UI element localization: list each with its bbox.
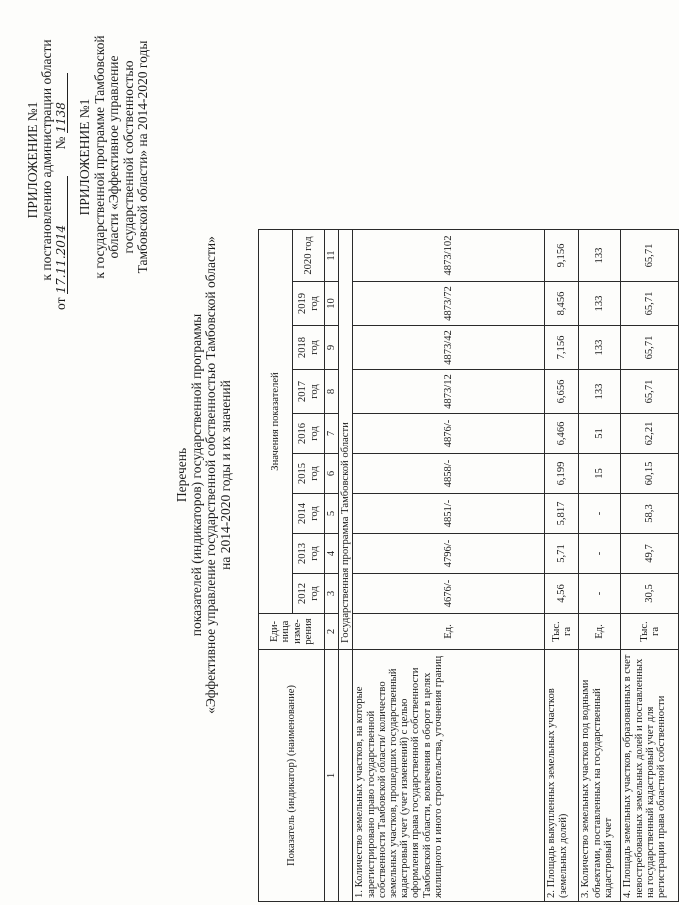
indicator-value: 15 [579, 454, 621, 494]
header-unit: Еди-ница изме-рения [259, 614, 325, 650]
indicator-value: 6,199 [545, 454, 579, 494]
program-appendix-line2: области «Эффективное управление [106, 55, 121, 259]
indicator-value: 133 [579, 282, 621, 326]
indicator-value: 51 [579, 414, 621, 454]
indicator-value: 49,7 [621, 534, 679, 574]
indicator-value: 62,21 [621, 414, 679, 454]
header-year: 2017 год [293, 370, 325, 414]
indicator-value: 5,71 [545, 534, 579, 574]
indicator-value: 65,71 [621, 230, 679, 282]
indicator-value: 5,817 [545, 494, 579, 534]
column-index: 9 [325, 326, 339, 370]
indicator-name: 3. Количество земельных участков под водными объектами, поставленных на государственный кадастровый учет [579, 650, 621, 902]
number-sign: № [53, 136, 68, 150]
header-year: 2018 год [293, 326, 325, 370]
header-values: Значения показателей [259, 230, 293, 614]
indicator-value: 7,156 [545, 326, 579, 370]
indicators-table [258, 229, 679, 902]
table-body [325, 230, 679, 902]
indicator-value: 4873/42 [353, 326, 545, 370]
column-index-row [325, 230, 339, 902]
column-index: 8 [325, 370, 339, 414]
section-title: Государственная программа Тамбовской области [339, 230, 353, 650]
indicator-unit: Тыс. га [621, 614, 679, 650]
program-appendix-line1: к государственной программе Тамбовской [91, 35, 107, 279]
header-year: 2015 год [293, 454, 325, 494]
header-year: 2016 год [293, 414, 325, 454]
indicator-unit: Тыс. га [545, 614, 579, 650]
indicator-value: 4796/- [353, 534, 545, 574]
header-year: 2014 год [293, 494, 325, 534]
indicator-value: 65,71 [621, 282, 679, 326]
table-row [353, 230, 545, 902]
program-appendix-label: ПРИЛОЖЕНИЕ №1 [77, 98, 92, 216]
indicator-value: 4873/12 [353, 370, 545, 414]
column-index: 4 [325, 534, 339, 574]
column-index: 5 [325, 494, 339, 534]
indicator-value: 6,656 [545, 370, 579, 414]
title-line4: на 2014-2020 годы и их значений [217, 380, 233, 570]
indicator-name: 2. Площадь выкупленных земельных участков (земельных долей) [545, 650, 579, 902]
header-year: 2019 год [293, 282, 325, 326]
indicator-value: - [579, 574, 621, 614]
indicator-value: 58,3 [621, 494, 679, 534]
title-line1: Перечень [174, 447, 189, 503]
header-year: 2020 год [293, 230, 325, 282]
table-row [621, 230, 679, 902]
indicator-value: - [579, 534, 621, 574]
document-title [175, 195, 233, 755]
indicator-value: - [579, 494, 621, 534]
indicator-value: 133 [579, 230, 621, 282]
indicator-value: 6,466 [545, 414, 579, 454]
indicator-value: 4,56 [545, 574, 579, 614]
title-line2: показателей (индикаторов) государственной программы [188, 313, 204, 637]
appendix-date-row [54, 10, 68, 310]
section-left-cell [339, 650, 353, 902]
handwritten-number: 1138 [54, 102, 68, 133]
column-index: 3 [325, 574, 339, 614]
column-index: 7 [325, 414, 339, 454]
indicator-unit: Ед. [579, 614, 621, 650]
indicator-value: 4851/- [353, 494, 545, 534]
column-index: 10 [325, 282, 339, 326]
handwritten-date: 17.11.2014 [54, 224, 68, 294]
title-line3: «Эффективное управление государственной собственностью Тамбовской области» [203, 236, 218, 714]
program-appendix [78, 17, 151, 297]
indicator-value: 65,71 [621, 370, 679, 414]
table-row [545, 230, 579, 902]
indicator-value: 4873/72 [353, 282, 545, 326]
column-index: 2 [325, 614, 339, 650]
indicator-value: 65,71 [621, 326, 679, 370]
indicator-value: 4876/- [353, 414, 545, 454]
date-line [54, 176, 68, 294]
indicator-value: 30,5 [621, 574, 679, 614]
indicator-unit: Ед. [353, 614, 545, 650]
indicator-value: 9,156 [545, 230, 579, 282]
appendix-label: ПРИЛОЖЕНИЕ №1 [25, 101, 40, 219]
indicator-value: 8,456 [545, 282, 579, 326]
appendix-line: к постановлению администрации области [39, 39, 54, 281]
indicator-value: 60,15 [621, 454, 679, 494]
indicator-value: 4858/- [353, 454, 545, 494]
header-year: 2012 год [293, 574, 325, 614]
from-label: от [53, 297, 68, 310]
indicator-value: 4873/102 [353, 230, 545, 282]
header-indicator: Показатель (индикатор) (наименование) [259, 650, 325, 902]
number-line [54, 73, 68, 133]
table-row [579, 230, 621, 902]
indicator-name: 1. Количество земельных участков, на которые зарегистрировано право государственной собственности Тамбовской области/ количество земельных участков, прошедших государственный кадастровый учет (учет изменений) с целью оформления права государственной собственности Тамбовской области, вовлечения в оборот в целях жилищного и иного строительства, уточнения границ [353, 650, 545, 902]
appendix-header [26, 10, 68, 310]
column-index: 11 [325, 230, 339, 282]
header-year: 2013 год [293, 534, 325, 574]
program-appendix-line4: Тамбовской области» на 2014-2020 годы [135, 40, 150, 274]
indicator-name: 4. Площадь земельных участков, образованных в счет невостребованных земельных долей и поставленных на государственный кадастровый учет для регистрации права областной собственности [621, 650, 679, 902]
column-index: 1 [325, 650, 339, 902]
indicator-value: 4676/- [353, 574, 545, 614]
indicator-value: 133 [579, 370, 621, 414]
program-appendix-line3: государственной собственностью [120, 60, 136, 254]
indicator-value: 133 [579, 326, 621, 370]
column-index: 6 [325, 454, 339, 494]
